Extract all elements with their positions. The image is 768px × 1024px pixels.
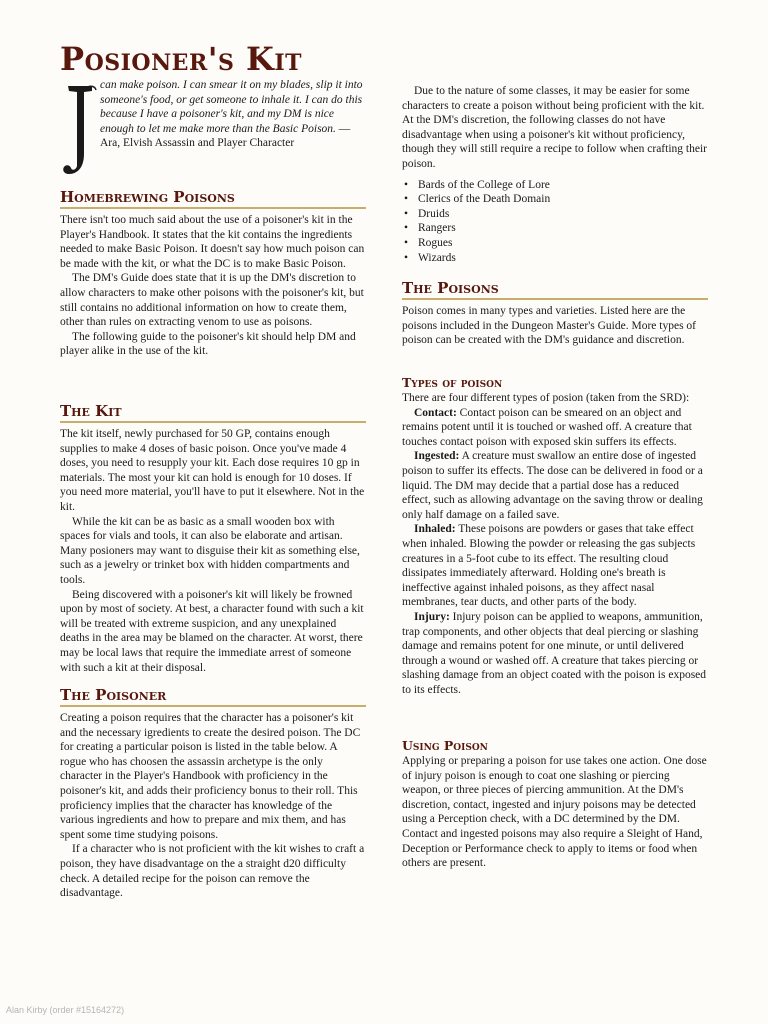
list-item: • Rangers [418,221,708,236]
section-poisoner [60,686,366,901]
type-ingested [402,449,708,522]
types-intro: There are four different types of posion (taken from the SRD): [402,392,690,404]
list-item: • Bards of the College of Lore [418,178,708,193]
heading-kit: The Kit [60,402,366,423]
epigraph [60,78,366,178]
type-inhaled-label: Inhaled: [414,523,456,536]
type-contact-label: Contact: [414,406,457,419]
heading-poisons: The Poisons [402,279,708,300]
type-ingested-text: A creature must swallow an entire dose of ingested poison to suffer its effects. The dose can be delivered in food or a liquid. The DM may decide that a partial dose has a reduced effect, such as allowing advantage on the saving throw or dealing only half damage on a failed save. [402,450,703,521]
kit-p3: Being discovered with a poisoner's kit will likely be frowned upon by most of society. At best, a character found with such a kit will be treated with extreme suspicion, and any unexplained deaths in the area may be blamed on the character. At worst, there may be local laws that require the immediate arrest of someone with such a kit at their disposal. [60,588,364,674]
homebrewing-p2: The DM's Guide does state that it is up the DM's discretion to allow characters to make other poisons with the poisoner's kit, but still contains no additional information on how to create them, other than rules on extracting venom to use as poisons. [60,272,364,329]
section-using [402,738,708,871]
type-ingested-label: Ingested: [414,450,460,463]
list-item: • Wizards [418,251,708,266]
section-kit [60,402,366,675]
quote-text [100,78,368,151]
poisons-p1: Poison comes in many types and varieties. Listed here are the poisons included in the Dungeon Master's Guide. More types of poison can be created with the DM's guidance and discretion. [402,305,696,347]
heading-using: Using Poison [402,738,488,753]
section-homebrewing [60,188,366,359]
type-inhaled [402,522,708,610]
using-p1: Applying or preparing a poison for use takes one action. One dose of injury poison is enough to coat one slashing or piercing weapon, or three pieces of piercing ammunition. At the DM's discretion, contact, ingested and injury poisons may be detected using a Perception check, with a DC determined by the DM. Contact and ingested poisons may also require a Sleight of Hand, Deception or Performance check to apply to items or food when others are present. [402,755,707,870]
class-list [402,178,708,266]
heading-homebrewing: Homebrewing Poisons [60,188,366,209]
list-item: • Rogues [418,236,708,251]
homebrewing-p3: The following guide to the poisoner's kit should help DM and player alike in the use of the kit. [60,330,356,358]
list-item: • Druids [418,207,708,222]
heading-poisoner: The Poisoner [60,686,366,707]
type-inhaled-text: These poisons are powders or gases that take effect when inhaled. Blowing the powder or releasing the gas subjects creatures in a 5-foot cube to its effect. The resulting cloud dissipates immediately afterward. Holding one's breath is ineffective against inhaled poisons, as they affect nasal membranes, tear ducts, and other parts of the body. [402,523,696,609]
section-types [402,375,708,697]
page-title: Posioner's Kit [60,40,303,78]
classes-intro: Due to the nature of some classes, it may be easier for some characters to create a poison without being proficient with the kit. At the DM's discretion, the following classes do not have disadvantage when using a poisoner's kit without proficiency, though they will still require a recipe to follow when crafting their poison. [402,85,707,170]
quote-body: can make poison. I can smear it on my blades, slip it into someone's food, or get someone to inhale it. I can do this because I have a poisoner's kit, and my DM is nice enough to let me make more than the Basic Poison. [100,79,363,135]
type-injury-text: Injury poison can be applied to weapons, ammunition, trap components, and other objects that deal piercing or slashing damage and remains potent for one minute, or until delivered through a wound or washed off. A creature that takes piercing or slashing damage from an object coated with the poison is exposed to its effects. [402,610,707,696]
homebrewing-p1: There isn't too much said about the use of a poisoner's kit in the Player's Handbook. It states that the kit contains the ingredients needed to make Basic Poison. It doesn't say how much poison can be made with the kit, or what the DC is to make Basic Poison. [60,214,365,270]
type-injury-label: Injury: [414,610,450,623]
list-item: • Clerics of the Death Domain [418,192,708,207]
poisoner-p2: If a character who is not proficient with the kit wishes to craft a poison, they have disadvantage on the a straight d20 difficulty check. A detailed recipe for the poison can remove the disadvantage. [60,843,365,900]
section-classes [402,84,708,265]
type-contact-text: Contact poison can be smeared on an object and remains potent until it is touched or washed off. A creature that touches contact poison with exposed skin suffers its effects. [402,406,692,448]
kit-p2: While the kit can be as basic as a small wooden box with spaces for vials and tools, it can also be elaborate and artisan. Many posioners may want to disguise their kit as something else, such as a jewelry or trinket box with hidden compartments and tools. [60,515,360,586]
type-contact [402,406,708,450]
section-poisons [402,279,708,348]
heading-types: Types of poison [402,375,503,390]
dropcap-letter-i-icon [60,82,98,178]
footer-watermark: Alan Kirby (order #15164272) [6,1005,125,1015]
quote-attribution: —Ara, Elvish Assassin and Player Character [100,122,351,150]
poisoner-p1: Creating a poison requires that the character has a poisoner's kit and the necessary igredients to create the desired poison. The DC for creating a particular poison is listed in the table below. A rogue who has choosen the assassin archetype is the only character in the Player's Handbook with proficiency in the poisoner's kit, and adds their proficiency bonus to their roll. This proficiency implies that the character has knowledge of the various ingredients and how to prepare and mix them, and has spent some time studying poisons. [60,712,361,841]
type-injury [402,610,708,698]
kit-p1: The kit itself, newly purchased for 50 GP, contains enough supplies to make 4 doses of basic poison. Once you've made 4 doses, you need to resupply your kit. Each dose requires 10 gp in materials. The most your kit can hold is enough for 10 doses. If you need more material, you'll have to put it elsewhere. Not in the kit. [60,428,365,513]
